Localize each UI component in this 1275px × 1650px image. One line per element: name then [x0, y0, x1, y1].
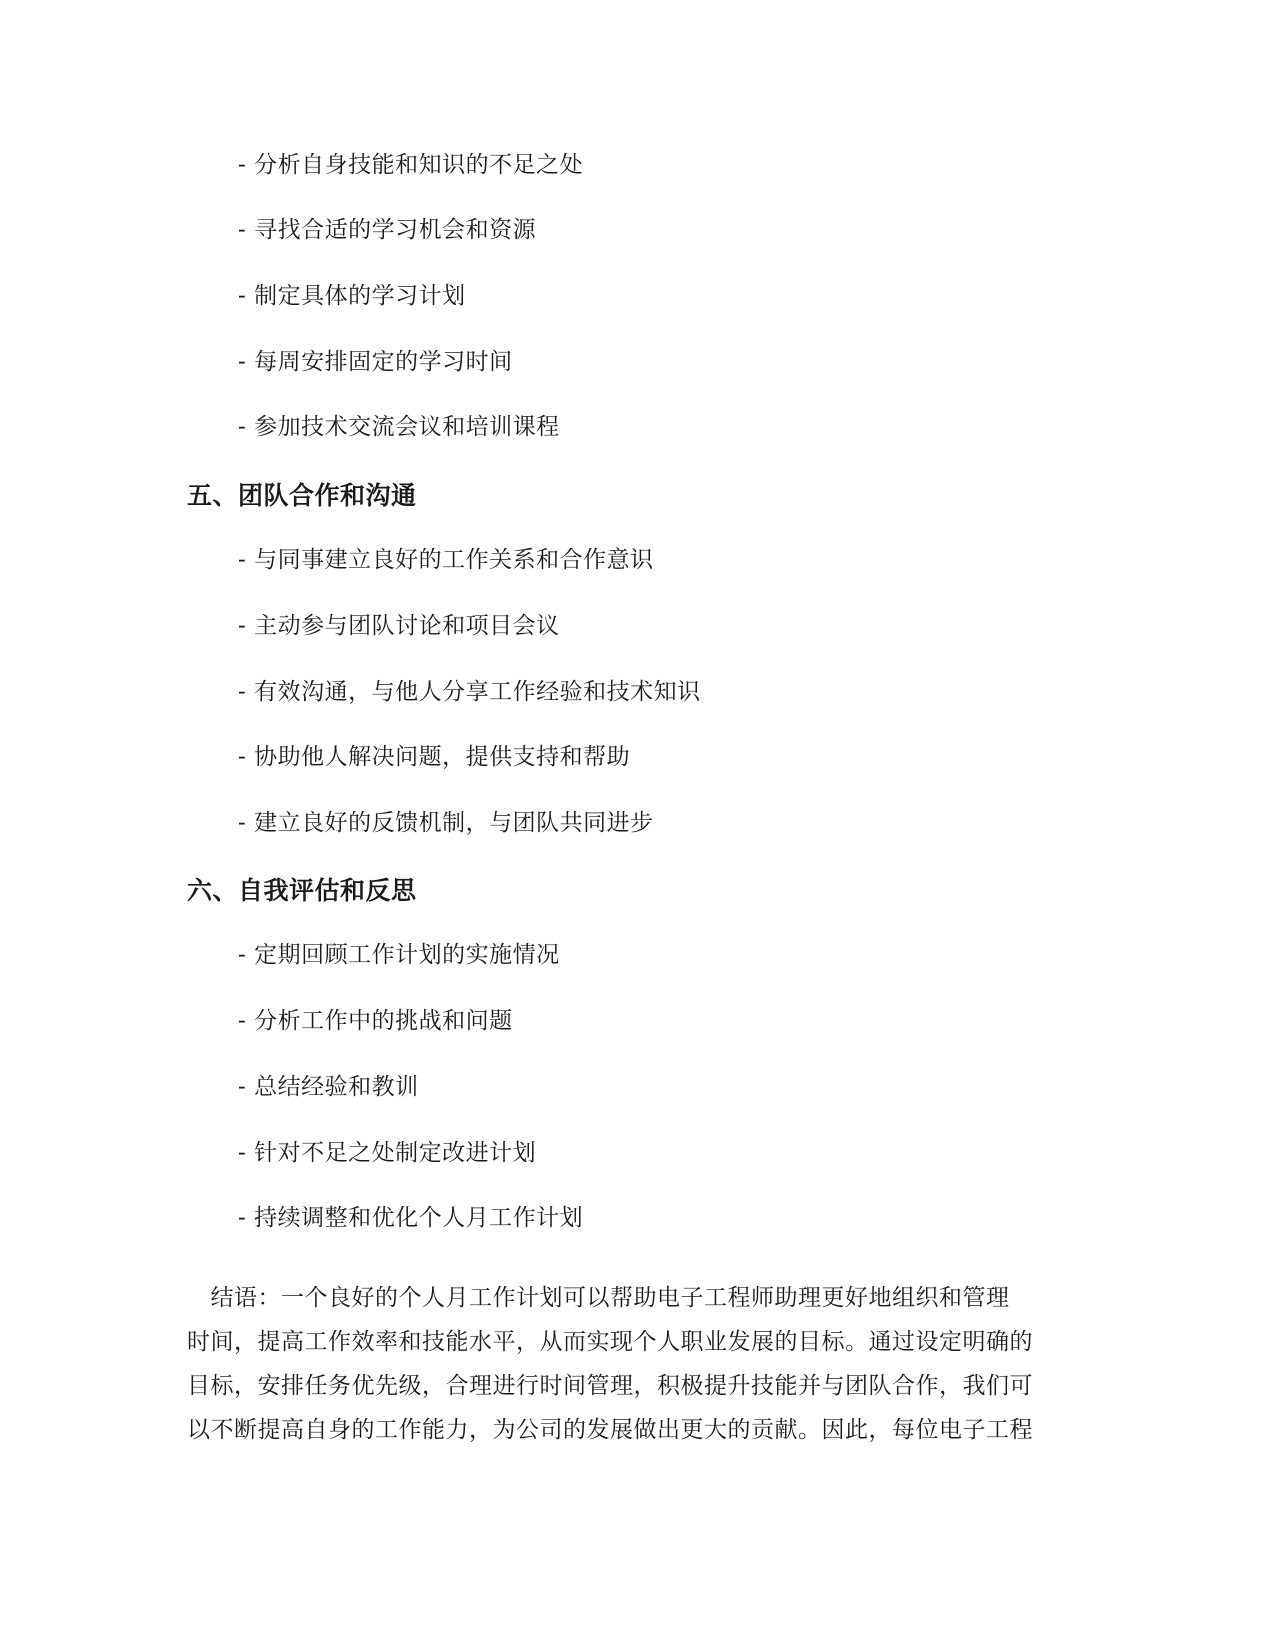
list-item: - 与同事建立良好的工作关系和合作意识: [238, 547, 654, 573]
section-heading-self-assessment: 六、自我评估和反思: [187, 876, 417, 905]
list-item: - 分析自身技能和知识的不足之处: [238, 152, 584, 178]
list-item: - 分析工作中的挑战和问题: [238, 1008, 513, 1034]
list-item: - 总结经验和教训: [238, 1074, 419, 1100]
list-item: - 协助他人解决问题，提供支持和帮助: [238, 744, 631, 770]
list-item: - 有效沟通，与他人分享工作经验和技术知识: [238, 679, 701, 705]
list-item: - 每周安排固定的学习时间: [238, 349, 513, 375]
paragraph-line: 时间，提高工作效率和技能水平，从而实现个人职业发展的目标。通过设定明确的: [187, 1329, 1033, 1355]
list-item: - 参加技术交流会议和培训课程: [238, 414, 560, 440]
list-item: - 建立良好的反馈机制，与团队共同进步: [238, 810, 654, 836]
list-item: - 寻找合适的学习机会和资源: [238, 217, 537, 243]
paragraph-line: 目标，安排任务优先级，合理进行时间管理，积极提升技能并与团队合作，我们可: [187, 1373, 1033, 1399]
paragraph-line: 以不断提高自身的工作能力，为公司的发展做出更大的贡献。因此，每位电子工程: [187, 1417, 1033, 1443]
list-item: - 针对不足之处制定改进计划: [238, 1140, 537, 1166]
section-heading-teamwork: 五、团队合作和沟通: [187, 481, 417, 510]
list-item: - 主动参与团队讨论和项目会议: [238, 613, 560, 639]
paragraph-line: 结语：一个良好的个人月工作计划可以帮助电子工程师助理更好地组织和管理: [187, 1285, 1010, 1311]
list-item: - 定期回顾工作计划的实施情况: [238, 942, 560, 968]
list-item: - 持续调整和优化个人月工作计划: [238, 1205, 584, 1231]
list-item: - 制定具体的学习计划: [238, 283, 466, 309]
conclusion-paragraph: [187, 1276, 1092, 1452]
